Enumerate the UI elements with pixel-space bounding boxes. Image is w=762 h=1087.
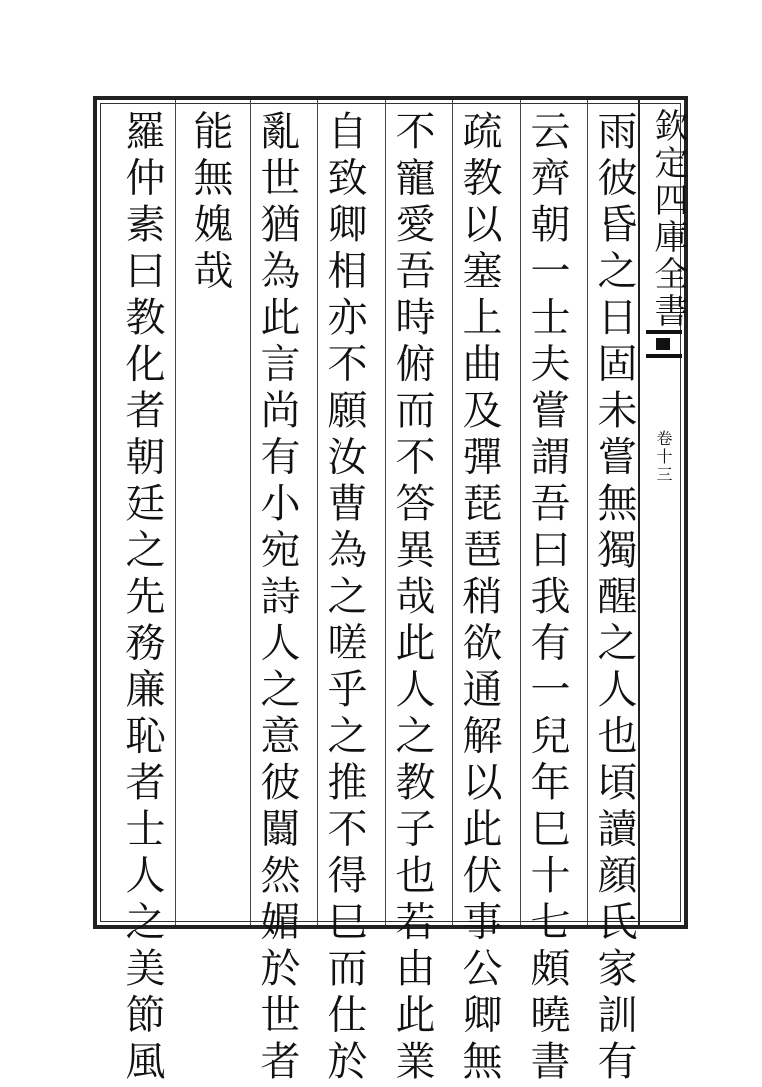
column-rule [385, 100, 386, 925]
book-title: 欽定四庫全書 [648, 108, 688, 330]
volume-label: 卷十三 [654, 430, 673, 484]
margin-rule [638, 100, 640, 925]
column-rule [175, 100, 176, 925]
text-column-4: 不寵愛吾時俯而不答異哉此人之教子也若由此業 [389, 110, 435, 1087]
column-rule [587, 100, 588, 925]
column-rule [250, 100, 251, 925]
text-column-2: 云齊朝一士夫嘗謂吾曰我有一兒年巳十七頗曉書 [524, 110, 570, 1087]
fish-tail-mark [646, 330, 682, 358]
column-rule [520, 100, 521, 925]
text-column-3: 疏教以塞上曲及彈琵琶稍欲通解以此伏事公卿無 [456, 110, 502, 1087]
text-column-7: 能無媿哉 [187, 110, 233, 296]
column-rule [317, 100, 318, 925]
text-column-6: 亂世猶為此言尚有小宛詩人之意彼闒然媚於世者 [254, 110, 300, 1087]
column-rule [452, 100, 453, 925]
text-column-8: 羅仲素曰教化者朝廷之先務廉恥者士人之美節風 [119, 110, 165, 1087]
text-column-5: 自致卿相亦不願汝曹為之嗟乎之推不得巳而仕於 [321, 110, 367, 1087]
text-column-1: 雨彼昏之日固未嘗無獨醒之人也頃讀顔氏家訓有 [591, 110, 637, 1087]
